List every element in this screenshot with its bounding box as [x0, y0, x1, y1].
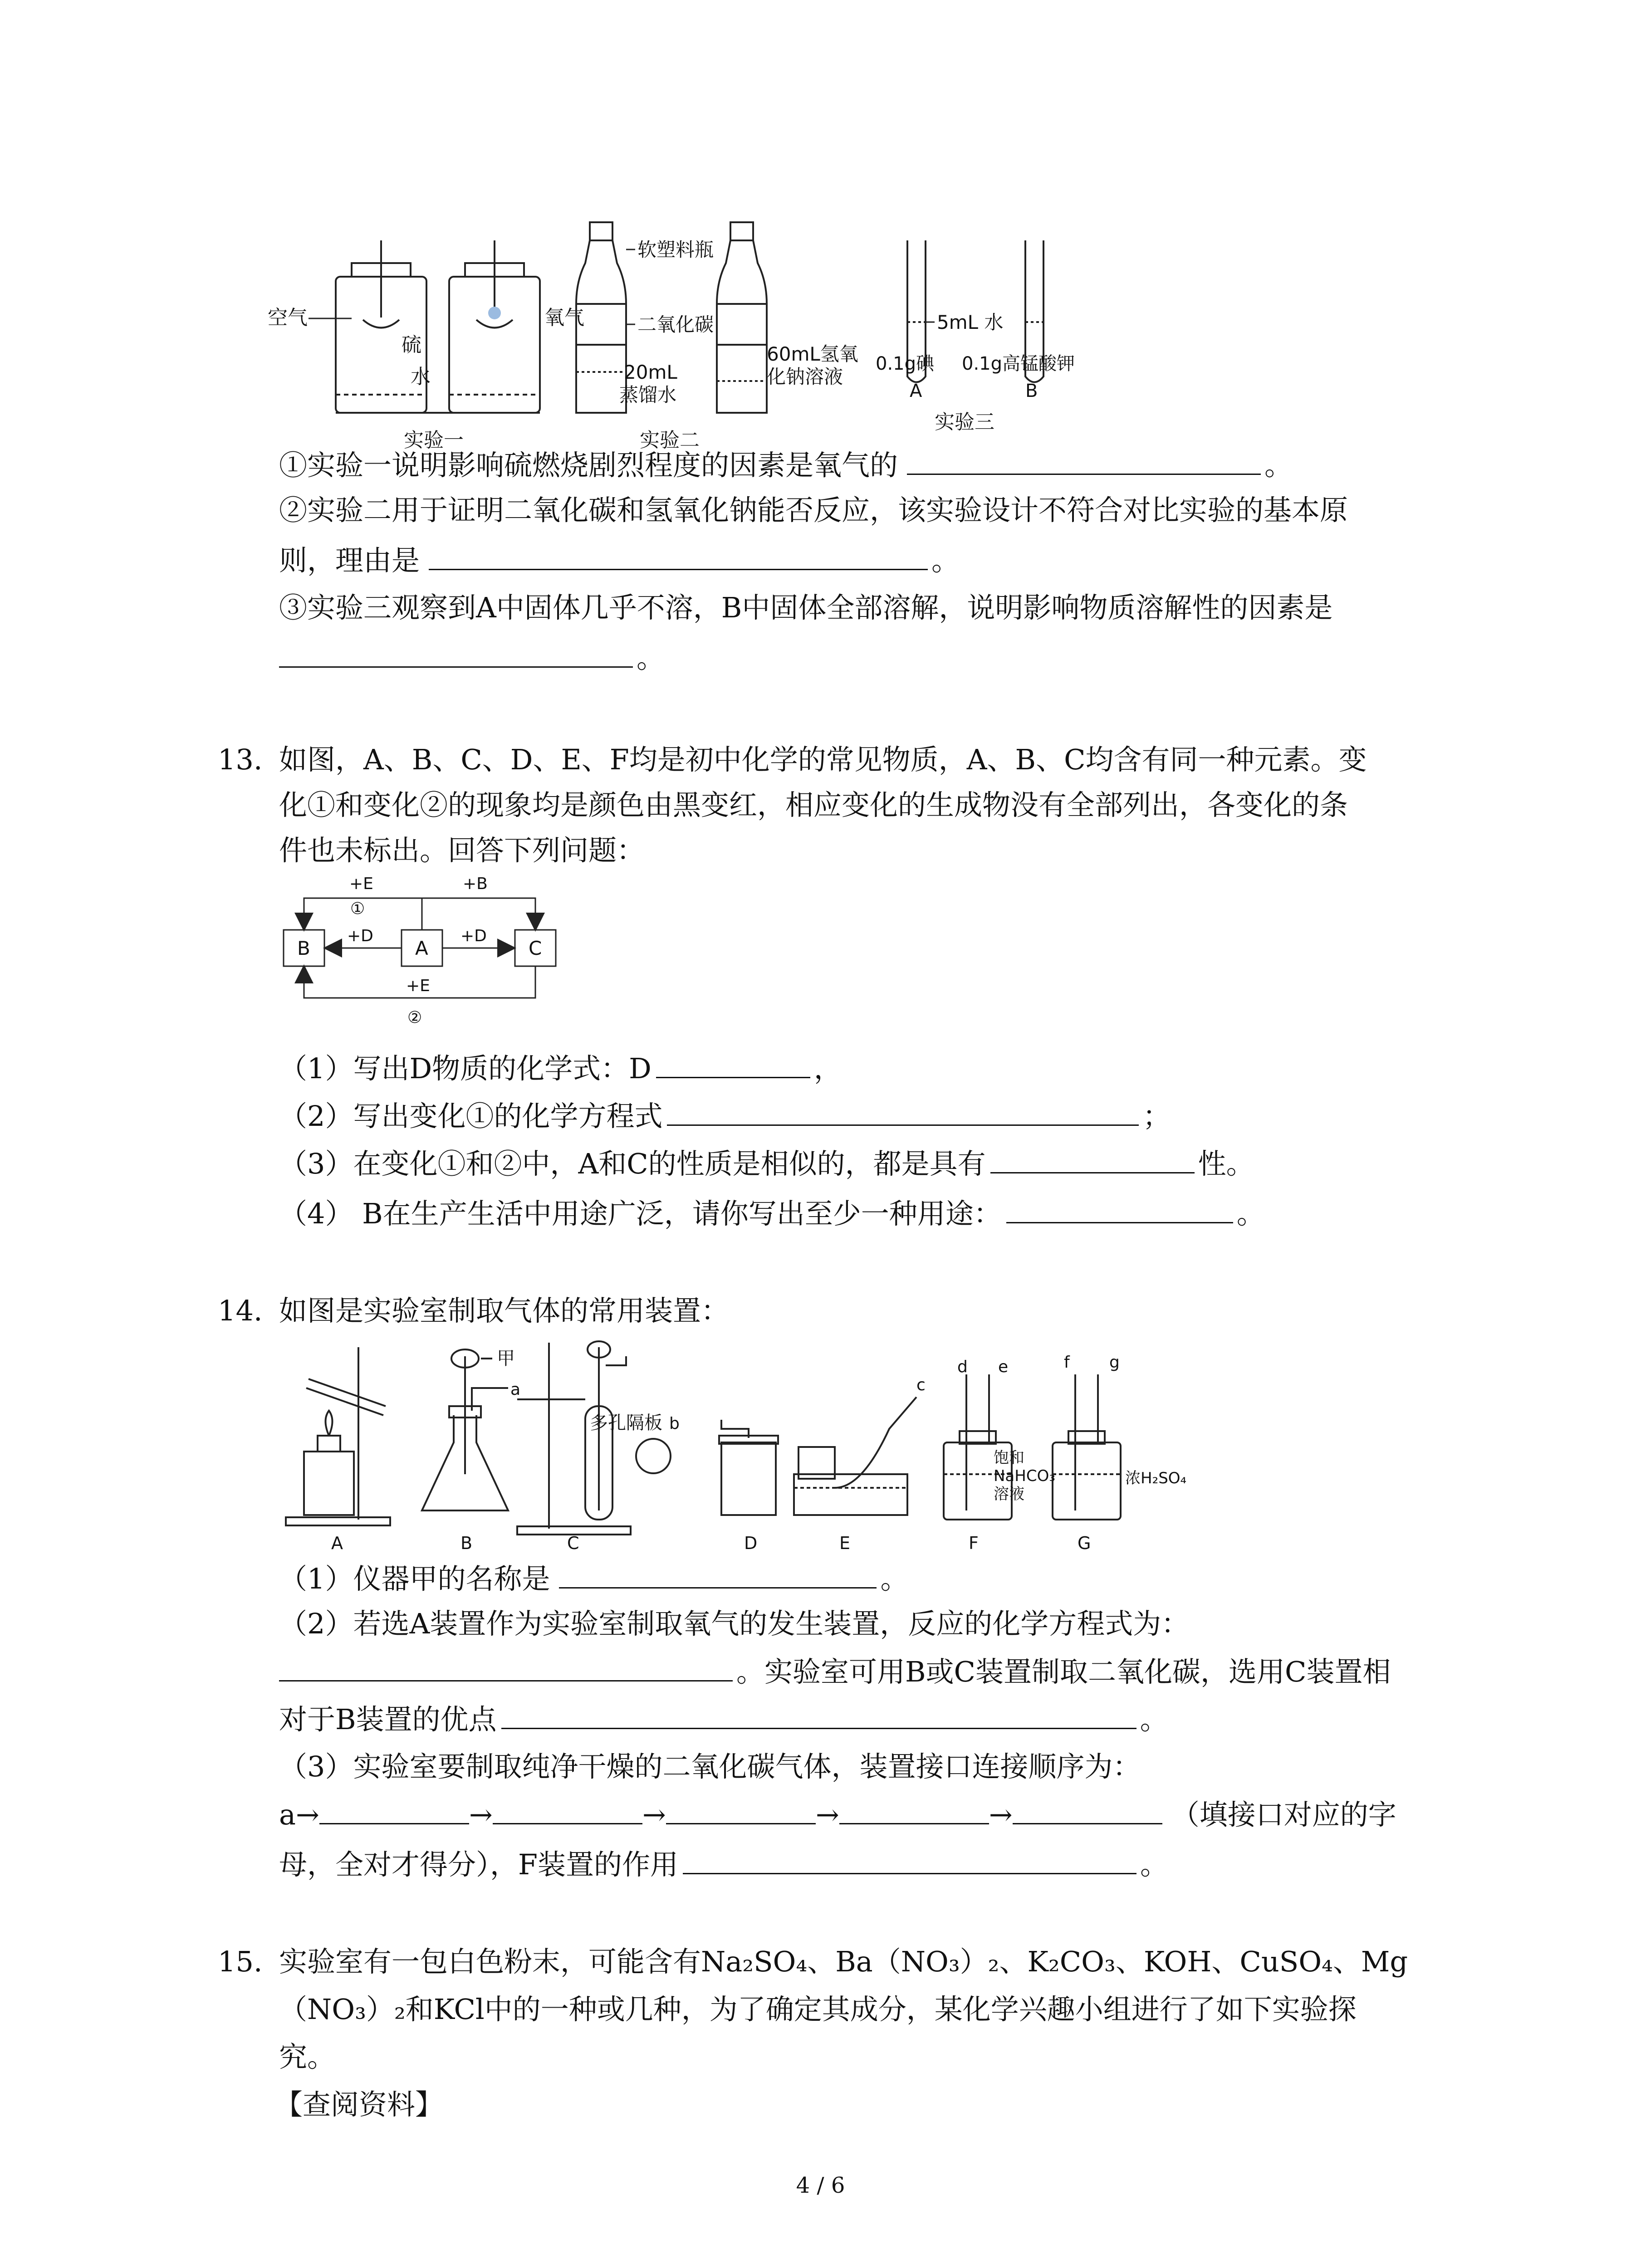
- apparatus-A: [286, 1347, 390, 1525]
- q14-number: 14.: [218, 1294, 263, 1327]
- answer-blank[interactable]: [493, 1799, 642, 1824]
- svg-text:+D: +D: [460, 927, 487, 945]
- svg-text:g: g: [1109, 1353, 1120, 1372]
- q14-part-2-line3: 对于B装置的优点 。: [279, 1703, 1168, 1736]
- apparatus-G: [1053, 1374, 1121, 1520]
- q14-part-3-line3: 母，全对才得分），F装置的作用 。: [279, 1848, 1169, 1881]
- label-naoh: 化钠溶液: [767, 366, 843, 388]
- svg-text:浓H₂SO₄: 浓H₂SO₄: [1125, 1469, 1187, 1487]
- answer-blank[interactable]: [501, 1703, 1136, 1729]
- svg-text:b: b: [669, 1414, 680, 1433]
- answer-blank[interactable]: [907, 449, 1261, 475]
- svg-text:D: D: [744, 1533, 758, 1551]
- apparatus-E: [794, 1397, 916, 1515]
- q13-stem-line1: 如图，A、B、C、D、E、F均是初中化学的常见物质，A、B、C均含有同一种元素。变: [279, 743, 1367, 776]
- q13-stem-line2: 化①和变化②的现象均是颜色由黑变红，相应变化的生成物没有全部列出，各变化的条: [279, 788, 1348, 821]
- label-distilled-water: 蒸馏水: [619, 384, 677, 406]
- q12-subquestion-2-line2: 则，理由是 。: [279, 544, 960, 577]
- answer-blank[interactable]: [1006, 1198, 1233, 1223]
- q13-relation-diagram: [272, 871, 590, 1034]
- apparatus-C: [517, 1341, 671, 1535]
- svg-text:B: B: [297, 937, 310, 959]
- page-number: 4 / 6: [796, 2173, 845, 2198]
- q13-part-1: （1）写出D物质的化学式：D ，: [279, 1052, 842, 1085]
- apparatus-D: [719, 1420, 778, 1515]
- caption-exp2: 实验二: [640, 429, 700, 452]
- answer-blank[interactable]: [656, 1052, 810, 1078]
- label-co2: 二氧化碳: [637, 313, 714, 336]
- caption-exp1: 实验一: [404, 429, 464, 452]
- label-water: 水: [411, 365, 431, 388]
- svg-text:c: c: [916, 1376, 926, 1394]
- caption-exp3: 实验三: [935, 411, 994, 434]
- svg-text:e: e: [998, 1358, 1009, 1376]
- svg-text:C: C: [529, 937, 542, 959]
- svg-text:甲: 甲: [497, 1348, 515, 1369]
- q15-stem-line3: 究。: [279, 2040, 336, 2073]
- svg-text:+D: +D: [347, 927, 373, 945]
- label-tube-B: B: [1025, 381, 1038, 401]
- apparatus-B: [422, 1349, 508, 1510]
- svg-text:+E: +E: [406, 977, 430, 995]
- q13-number: 13.: [218, 743, 263, 776]
- answer-blank[interactable]: [319, 1799, 469, 1824]
- answer-blank[interactable]: [683, 1848, 1136, 1874]
- svg-text:d: d: [957, 1358, 968, 1376]
- svg-text:a: a: [510, 1380, 521, 1399]
- svg-text:多孔隔板: 多孔隔板: [590, 1413, 662, 1433]
- answer-blank[interactable]: [839, 1799, 989, 1824]
- answer-blank[interactable]: [990, 1148, 1195, 1173]
- answer-blank[interactable]: [279, 1656, 733, 1681]
- svg-text:C: C: [567, 1533, 579, 1551]
- svg-text:f: f: [1064, 1353, 1070, 1372]
- q13-stem-line3: 件也未标出。回答下列问题：: [279, 834, 645, 867]
- exp2-bottle-naoh: [717, 222, 767, 413]
- svg-text:①: ①: [350, 899, 365, 918]
- svg-text:A: A: [331, 1533, 343, 1551]
- q13-part-4: （4） B在生产生活中用途广泛，请你写出至少一种用途： 。: [279, 1197, 1265, 1230]
- gas-apparatus-figure: [272, 1338, 1225, 1551]
- answer-blank[interactable]: [279, 642, 633, 668]
- label-kmno4: 0.1g高锰酸钾: [962, 353, 1075, 374]
- svg-text:+B: +B: [463, 875, 488, 893]
- q14-part-2-line2: 。实验室可用B或C装置制取二氧化碳，选用C装置相: [279, 1656, 1391, 1688]
- q15-consult-materials: 【查阅资料】: [274, 2088, 444, 2121]
- svg-text:F: F: [969, 1533, 979, 1551]
- svg-text:②: ②: [407, 1008, 422, 1027]
- label-iodine: 0.1g碘: [876, 353, 935, 374]
- q15-stem-line2: （NO₃）₂和KCl中的一种或几种，为了确定其成分，某化学兴趣小组进行了如下实验探: [279, 1993, 1357, 2026]
- svg-text:溶液: 溶液: [994, 1485, 1024, 1503]
- q14-part-3-line1: （3）实验室要制取纯净干燥的二氧化碳气体，装置接口连接顺序为：: [279, 1750, 1141, 1783]
- q13-part-3: （3）在变化①和②中，A和C的性质是相似的，都是具有 性。: [279, 1147, 1254, 1180]
- label-oxygen: 氧气: [544, 306, 584, 329]
- label-20ml: 20mL: [624, 361, 677, 383]
- svg-text:E: E: [839, 1533, 851, 1551]
- label-sulfur: 硫: [402, 333, 421, 357]
- svg-text:+E: +E: [349, 875, 373, 893]
- svg-text:NaHCO₃: NaHCO₃: [994, 1467, 1055, 1485]
- exp1-bottle-oxygen: [449, 240, 540, 413]
- svg-text:G: G: [1078, 1533, 1091, 1551]
- answer-blank[interactable]: [666, 1799, 816, 1824]
- q14-part-1: （1）仪器甲的名称是 。: [279, 1562, 909, 1595]
- label-soft-bottle: 软塑料瓶: [637, 239, 714, 261]
- label-60ml: 60mL氢氧: [767, 343, 858, 365]
- label-tube-A: A: [910, 381, 922, 401]
- answer-blank[interactable]: [429, 544, 928, 570]
- q14-part-3-line2: a→ → → → → （填接口对应的字: [279, 1798, 1396, 1831]
- q13-part-2: （2）写出变化①的化学方程式 ；: [279, 1100, 1171, 1133]
- q12-subquestion-1: ①实验一说明影响硫燃烧剧烈程度的因素是氧气的 。: [279, 449, 1293, 482]
- q12-subquestion-2-line1: ②实验二用于证明二氧化碳和氢氧化钠能否反应，该实验设计不符合对比实验的基本原: [279, 494, 1348, 527]
- q14-part-2-line1: （2）若选A装置作为实验室制取氧气的发生装置，反应的化学方程式为：: [279, 1607, 1190, 1640]
- q14-stem: 如图是实验室制取气体的常用装置：: [279, 1294, 730, 1327]
- answer-blank[interactable]: [559, 1563, 877, 1589]
- q15-stem-line1: 实验室有一包白色粉末，可能含有Na₂SO₄、Ba（NO₃）₂、K₂CO₃、KOH、CuSO₄、Mg: [279, 1945, 1408, 1978]
- label-5ml-water: 5mL 水: [937, 311, 1004, 333]
- answer-blank[interactable]: [667, 1100, 1139, 1126]
- q12-subquestion-3-line1: ③实验三观察到A中固体几乎不溶，B中固体全部溶解，说明影响物质溶解性的因素是: [279, 591, 1333, 624]
- svg-text:饱和: 饱和: [994, 1449, 1024, 1467]
- label-air: 空气: [268, 306, 308, 329]
- svg-text:A: A: [415, 937, 428, 959]
- q12-subquestion-3-line2: 。: [279, 642, 665, 674]
- q15-number: 15.: [218, 1945, 263, 1978]
- svg-text:B: B: [460, 1533, 473, 1551]
- answer-blank[interactable]: [1013, 1799, 1162, 1824]
- experiment-figure-12: [254, 213, 1143, 454]
